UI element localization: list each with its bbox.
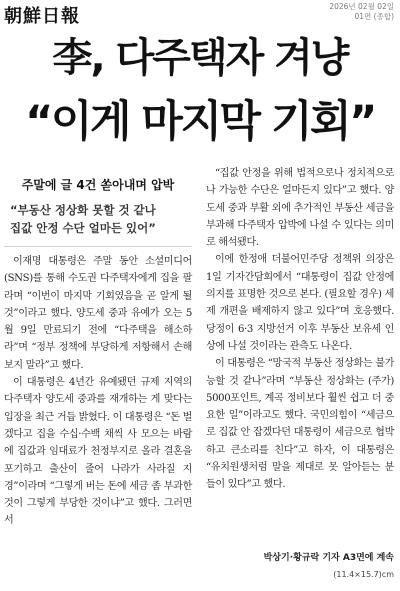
newspaper-logo: 朝鮮日報 bbox=[4, 6, 80, 27]
pull-quote-line: “부동산 정상화 못할 것 같나 bbox=[10, 203, 156, 217]
masthead bbox=[0, 0, 400, 28]
article-body-left bbox=[4, 253, 192, 530]
article-paragraph: 이재명 대통령은 주말 동안 소셜미디어(SNS)를 통해 수도권 다주택자에게 집을 팔라며 “이번이 마지막 기회였음을 곧 알게 될 것”이라고 했다. 양도세 중과 유예가 오는 5월 9일 만료되기 전에 “다주택을 해소하라”며 “정부 정책에 부당하게 저항해서 손해보지 말라”고 했다. bbox=[4, 256, 192, 371]
article-paragraph: 이에 한정애 더불어민주당 정책위 의장은 1일 기자간담회에서 “대통령이 집값 안정에 의지를 표명한 것으로 본다. (필요할 경우) 세제 개편을 배제하지 않고 있다”며 호응했다. 당정이 6·3 지방선거 이후 부동산 보유세 인상에 나설 것이라는 관측도 나온다. bbox=[206, 254, 394, 352]
headline-line-1: 李, 다주택자 겨냥 bbox=[52, 35, 348, 81]
article-paragraph: 이 대통령은 4년간 유예됐던 규제 지역의 다주택자 양도세 중과를 재개하는 게 맞다는 입장을 최근 거듭 밝혔다. 이 대통령은 “돈 벌겠다고 집을 수십·수백 채씩 사 모으는 바람에 집값과 임대료가 천정부지로 올라 결혼을 포기하고 출산이 줄어 나라가 사라질 지경”이라며 “그렇게 버는 돈에 세금 좀 부과한 것이 그렇게 부당한 것이냐”고 했다. 그러면서 bbox=[4, 377, 192, 527]
article-paragraph: 이 대통령은 “망국적 부동산 정상화는 불가능할 것 같나”라며 “부동산 정상화는 (주가) 5000포인트, 계곡 정비보다 훨씬 쉽고 더 중요한 일”이라고도 했다. 국민의힘이 “세금으로 집값 안 잡겠다던 대통령이 세금으로 협박하고 큰소리를 친다”고 하자, 이 대통령은 “유치원생처럼 말을 제대로 못 알아듣는 분들이 있다”고 했다. bbox=[206, 358, 394, 491]
subheadline: 주말에 글 4건 쏟아내며 압박 bbox=[21, 178, 175, 192]
pull-quote-line: 집값 안정 수단 얼마든 있어” bbox=[10, 221, 156, 235]
byline: 박상기·황규락 기자 A3면에 계속 bbox=[263, 553, 394, 563]
article-paragraph: “집값 안정을 위해 법적으로나 정치적으로나 가능한 수단은 얼마든지 있다”고 했다. 양도세 중과 부활 외에 추가적인 부동산 세금을 부과해 다주택자 압박에 나설 수 있다는 의미로 해석됐다. bbox=[206, 168, 394, 249]
article-column-left bbox=[4, 165, 192, 530]
article-body-right bbox=[206, 165, 394, 494]
page-number: 01면 (종합) bbox=[354, 12, 394, 21]
divider bbox=[4, 246, 192, 247]
headline-line-2: “이게 마지막 기회” bbox=[25, 97, 375, 147]
clipping-size-note: (11.4×15.7)cm bbox=[333, 570, 394, 579]
edition-info bbox=[329, 2, 394, 22]
article-column-right bbox=[206, 165, 394, 494]
pull-quote bbox=[4, 201, 192, 237]
issue-date: 2026년 02월 02일 bbox=[329, 2, 394, 11]
